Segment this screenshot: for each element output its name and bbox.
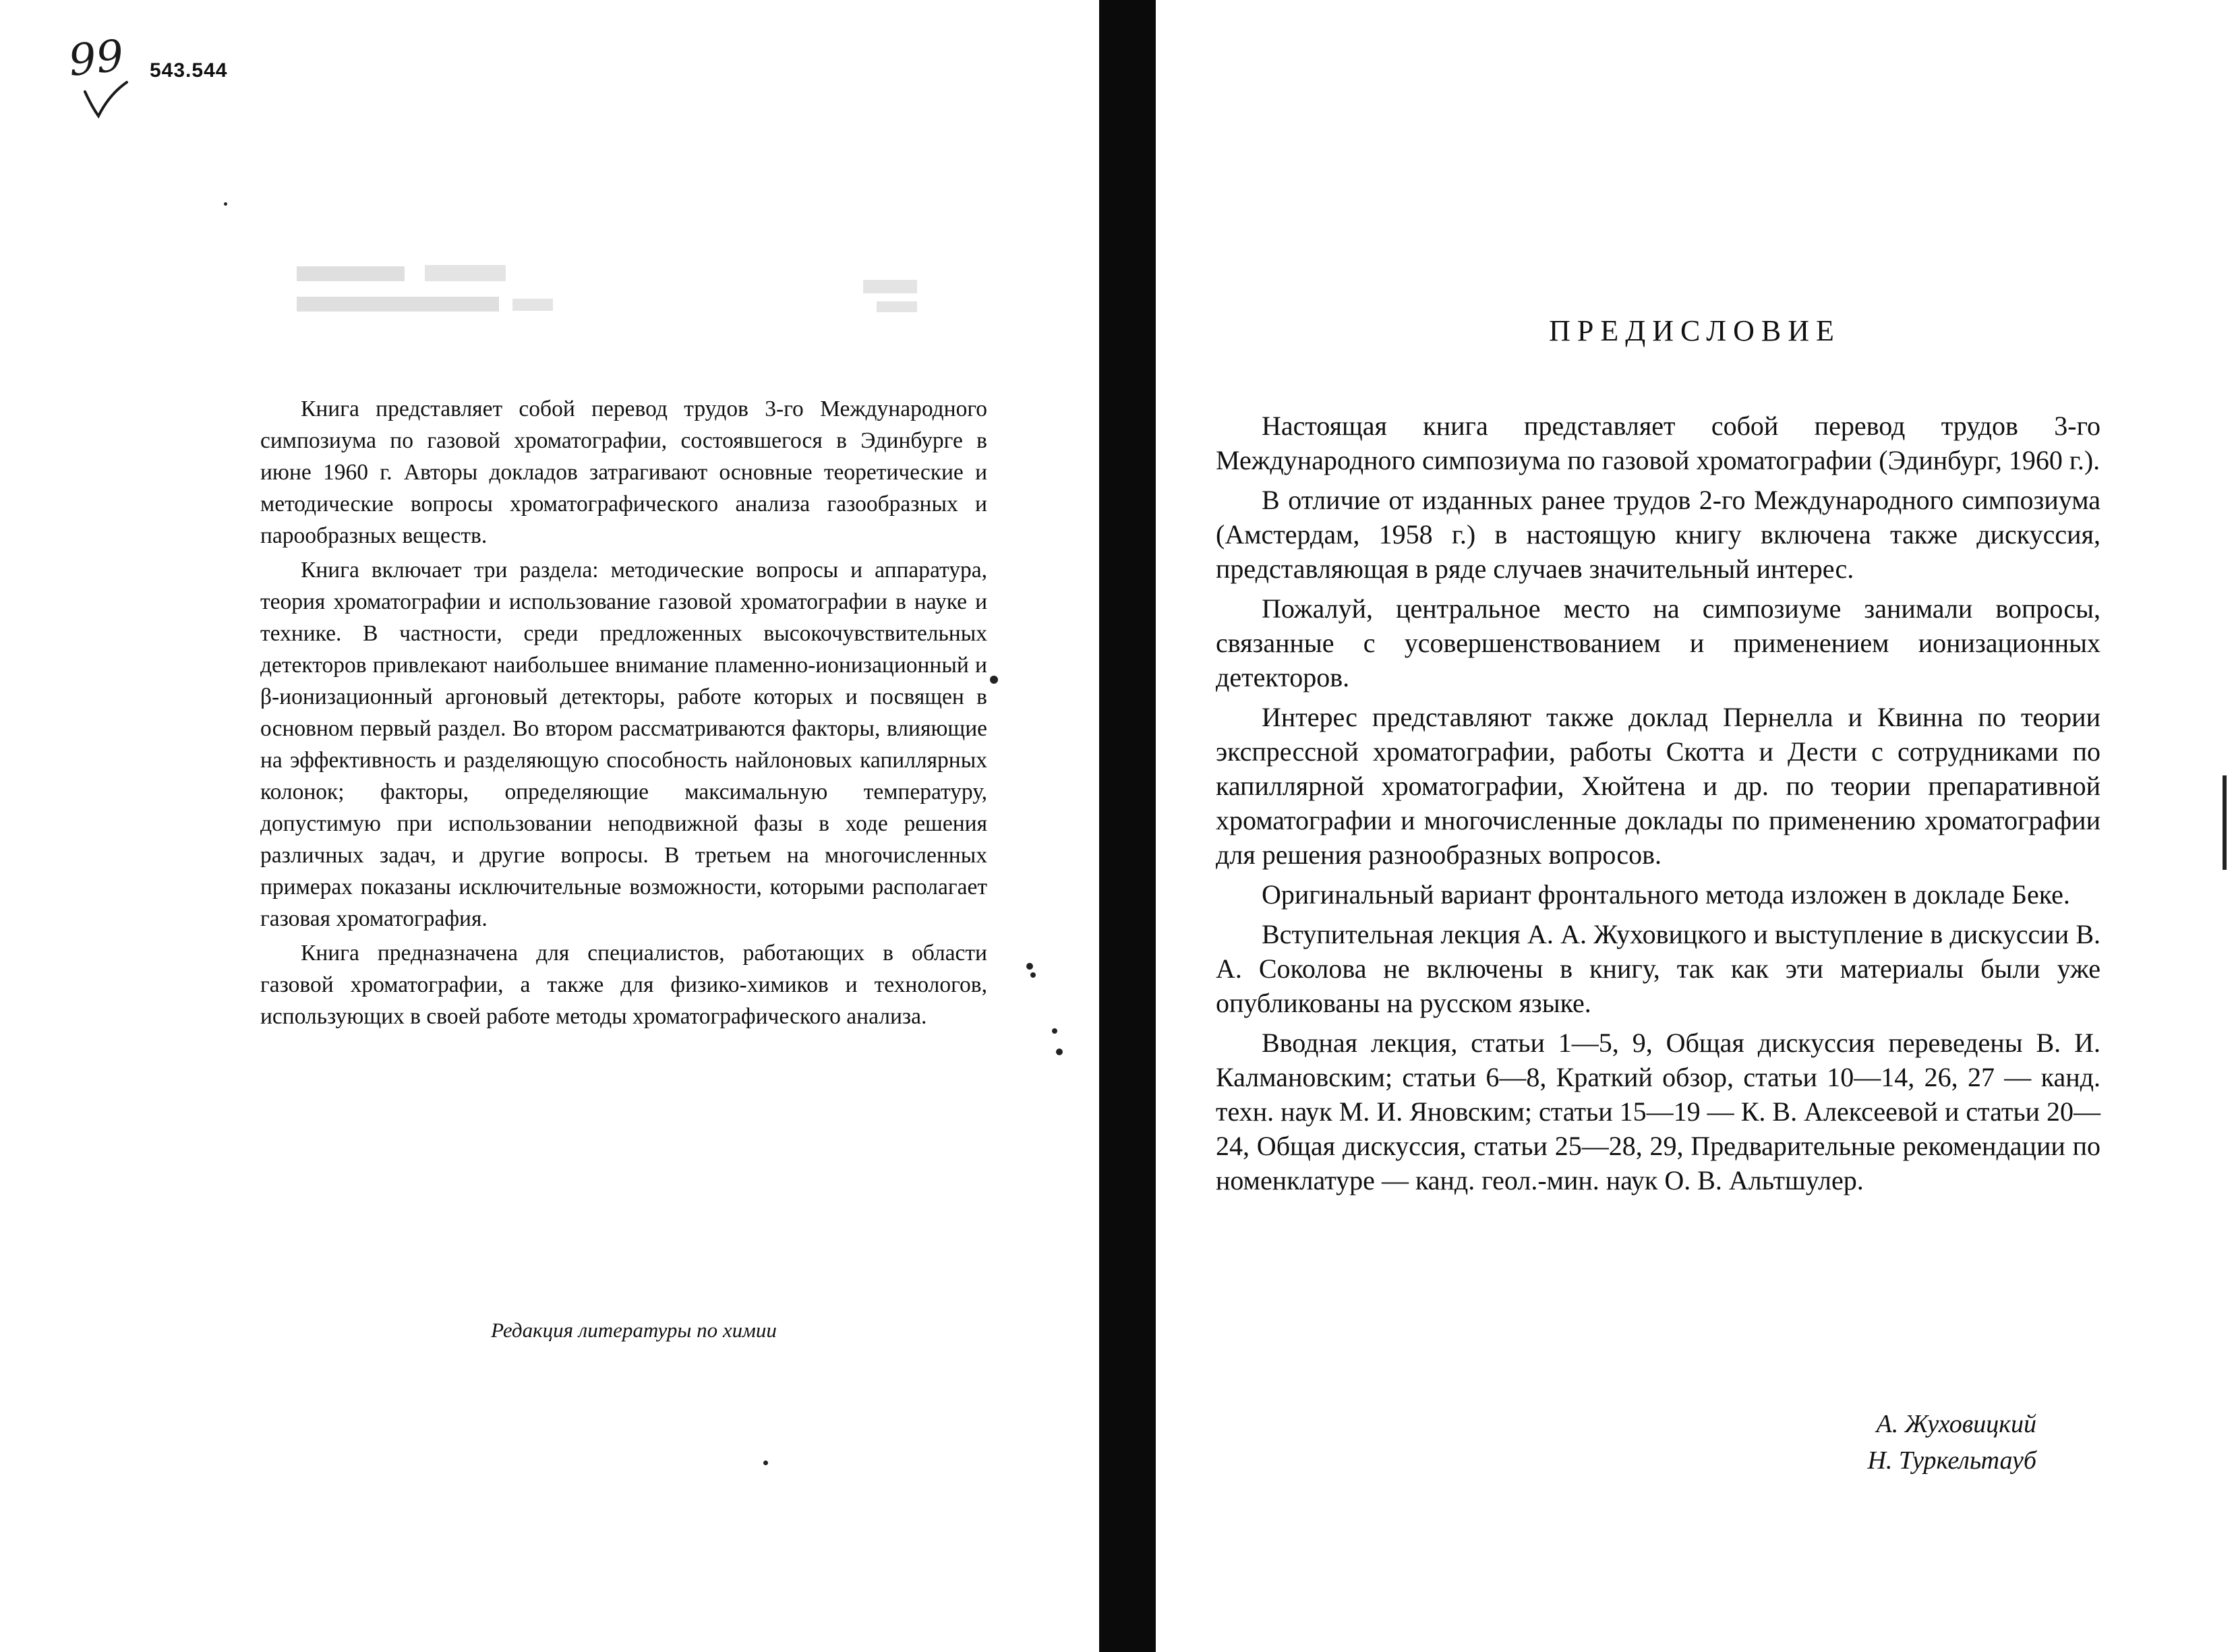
preface-paragraph: Оригинальный вариант фронтального метода изложен в докладе Беке. xyxy=(1262,879,2070,910)
handwritten-page-number: 99 xyxy=(66,30,127,87)
preface-body xyxy=(1216,409,2100,1203)
udc-catalog-number: 543.544 xyxy=(150,59,228,82)
preface-paragraph: Вводная лекция, статьи 1—5, 9, Общая дискуссия переведены В. И. Калмановским; статьи 6—8, Краткий обзор, статьи 10—14, 26, 27 — канд. техн. наук М. И. Яновским; статьи 15—19 — К. В. Алексеевой и статьи 20—24, Общая дискуссия, статьи 25—28, 29, Предварительные рекомендации по номенклатуре — канд. геол.-мин. наук О. В. Альтшулер. xyxy=(1216,1028,2100,1196)
preface-paragraph: Настоящая книга представляет собой перевод трудов 3-го Международного симпозиума по газовой хроматографии (Эдинбург, 1960 г.). xyxy=(1216,411,2100,475)
faint-library-stamp xyxy=(297,260,971,334)
print-speck xyxy=(1026,963,1033,970)
annotation-paragraph: Книга включает три раздела: методические вопросы и аппаратура, теория хроматографии и использование газовой хроматографии в науке и технике. В частности, среди предложенных высокочувствительных детекторов привлекают наибольшее внимание пламенно-ионизационный и β-ионизационный аргоновый детекторы, работе которых и посвящен в основном первый раздел. Во втором рассматриваются факторы, влияющие на эффективность и разделяющую способность найлоновых капиллярных колонок; факторы, определяющие максимальную температуру, допустимую при использовании неподвижной фазы в ходе решения различных задач, и другие вопросы. В третьем на многочисленных примерах показаны исключительные возможности, которыми располагает газовая хроматография. xyxy=(260,558,987,931)
signature-line: А. Жуховицкий xyxy=(1876,1410,2036,1438)
print-speck xyxy=(1030,972,1036,978)
preface-paragraph: Вступительная лекция А. А. Жуховицкого и выступление в дискуссии В. А. Соколова не включены в книгу, так как эти материалы были уже опубликованы на русском языке. xyxy=(1216,919,2100,1018)
print-speck xyxy=(224,202,227,206)
preface-heading: ПРЕДИСЛОВИЕ xyxy=(1549,314,1841,347)
preface-paragraph: В отличие от изданных ранее трудов 2-го Международного симпозиума (Амстердам, 1958 г.) в настоящую книгу включена также дискуссия, представляющая в ряде случаев значительный интерес. xyxy=(1216,485,2100,584)
annotation-paragraph: Книга представляет собой перевод трудов 3-го Международного симпозиума по газовой хроматографии, состоявшегося в Эдинбурге в июне 1960 г. Авторы докладов затрагивают основные теоретические и методические вопросы хроматографического анализа газообразных и парообразных веществ. xyxy=(260,396,987,548)
annotation-paragraph: Книга предназначена для специалистов, работающих в области газовой хроматографии, а также для физико-химиков и технологов, использующих в своей работе методы хроматографического анализа. xyxy=(260,941,987,1029)
preface-paragraph: Пожалуй, центральное место на симпозиуме занимали вопросы, связанные с усовершенствованием и применением ионизационных детекторов. xyxy=(1216,593,2100,692)
page-edge-mark xyxy=(2223,775,2227,870)
book-annotation xyxy=(260,393,987,1035)
signature-line: Н. Туркельтауб xyxy=(1867,1446,2036,1475)
preface-signatures xyxy=(1807,1406,2036,1479)
editorial-credit: Редакция литературы по химии xyxy=(491,1318,777,1342)
print-speck xyxy=(1052,1028,1057,1034)
print-speck xyxy=(990,676,998,684)
preface-paragraph: Интерес представляют также доклад Пернелла и Квинна по теории экспрессной хроматографии, работы Скотта и Дести с сотрудниками по капиллярной хроматографии, Хюйтена и др. по теории препаративной хроматографии и многочисленные доклады по применению хроматографии для решения разнообразных вопросов. xyxy=(1216,702,2100,870)
print-speck xyxy=(1056,1049,1063,1055)
print-speck xyxy=(763,1461,768,1465)
handwritten-check-mark-icon xyxy=(82,80,129,120)
left-page xyxy=(0,0,1099,1652)
book-gutter xyxy=(1099,0,1156,1652)
